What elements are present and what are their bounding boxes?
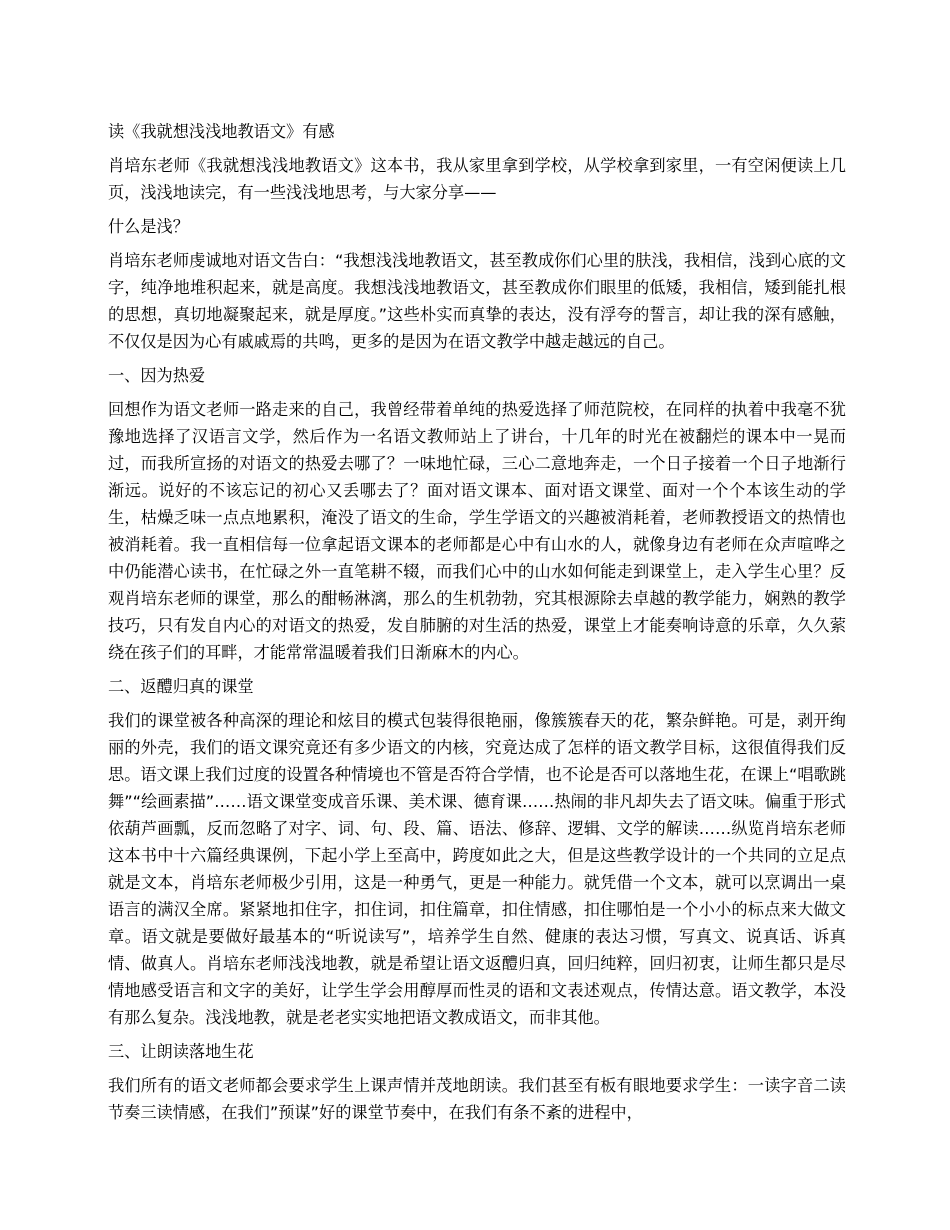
paragraph-section-one: 回想作为语文老师一路走来的自己，我曾经带着单纯的热爱选择了师范院校，在同样的执着中我毫不犹豫地选择了汉语言文学，然后作为一名语文教师站上了讲台，十几年的时光在被翻烂的课本中一晃而过，而我所宣扬的对语文的热爱去哪了？一味地忙碌，三心二意地奔走，一个日子接着一个日子地渐行渐远。说好的不该忘记的初心又丢哪去了？面对语文课本、面对语文课堂、面对一个个本该生动的学生，枯燥乏味一点点地累积，淹没了语文的生命，学生学语文的兴趣被消耗着，老师教授语文的热情也被消耗着。我一直相信每一位拿起语文课本的老师都是心中有山水的人，就像身边有老师在众声喧哗之中仍能潜心读书，在忙碌之外一直笔耕不辍，而我们心中的山水如何能走到课堂上，走入学生心里？反观肖培东老师的课堂，那么的酣畅淋漓，那么的生机勃勃，究其根源除去卓越的教学能力，娴熟的教学技巧，只有发自内心的对语文的热爱，发自肺腑的对生活的热爱，课堂上才能奏响诗意的乐章，久久萦绕在孩子们的耳畔，才能常常温暖着我们日渐麻木的内心。 — [108, 400, 846, 662]
heading-what-is-shallow: 什么是浅？ — [108, 217, 189, 236]
heading-section-one: 一、因为热爱 — [108, 366, 206, 385]
page-title: 读《我就想浅浅地教语文》有感 — [108, 122, 335, 141]
heading-section-two: 二、返醴归真的课堂 — [108, 677, 254, 696]
paragraph-confession: 肖培东老师虔诚地对语文告白：“我想浅浅地教语文，甚至教成你们心里的肤浅，我相信，浅到心底的文字，纯净地堆积起来，就是高度。我想浅浅地教语文，甚至教成你们眼里的低矮，我相信，矮到能扎根的思想，真切地凝聚起来，就是厚度。”这些朴实而真挚的表达，没有浮夸的誓言，却让我的深有感触，不仅仅是因为心有戚戚焉的共鸣，更多的是因为在语文教学中越走越远的自己。 — [108, 251, 846, 351]
document-body — [108, 118, 846, 1126]
paragraph-section-three: 我们所有的语文老师都会要求学生上课声情并茂地朗读。我们甚至有板有眼地要求学生：一读字音二读节奏三读情感，在我们”预谋”好的课堂节奏中，在我们有条不紊的进程中， — [108, 1076, 846, 1122]
paragraph-section-two: 我们的课堂被各种高深的理论和炫目的模式包装得很艳丽，像簇簇春天的花，繁杂鲜艳。可是，剥开绚丽的外壳，我们的语文课究竟还有多少语文的内核，究竟达成了怎样的语文教学目标，这很值得我们反思。语文课上我们过度的设置各种情境也不管是否符合学情，也不论是否可以落地生花，在课上“唱歌跳舞”“绘画素描”……语文课堂变成音乐课、美术课、德育课……热闹的非凡却失去了语文味。偏重于形式依葫芦画瓢，反而忽略了对字、词、句、段、篇、语法、修辞、逻辑、文学的解读……纵览肖培东老师这本书中十六篇经典课例，下起小学上至高中，跨度如此之大，但是这些教学设计的一个共同的立足点就是文本，肖培东老师极少引用，这是一种勇气，更是一种能力。就凭借一个文本，就可以烹调出一桌语言的满汉全席。紧紧地扣住字，扣住词，扣住篇章，扣住情感，扣住哪怕是一个小小的标点来大做文章。语文就是要做好最基本的“听说读写”，培养学生自然、健康的表达习惯，写真文、说真话、诉真情、做真人。肖培东老师浅浅地教，就是希望让语文返醴归真，回归纯粹，回归初衷，让师生都只是尽情地感受语言和文字的美好，让学生学会用醇厚而性灵的语和文表述观点，传情达意。语文教学，本没有那么复杂。浅浅地教，就是老老实实地把语文教成语文，而非其他。 — [108, 711, 846, 1027]
heading-section-three: 三、让朗读落地生花 — [108, 1042, 254, 1061]
paragraph-intro: 肖培东老师《我就想浅浅地教语文》这本书，我从家里拿到学校，从学校拿到家里，一有空闲便读上几页，浅浅地读完，有一些浅浅地思考，与大家分享—— — [108, 156, 846, 202]
